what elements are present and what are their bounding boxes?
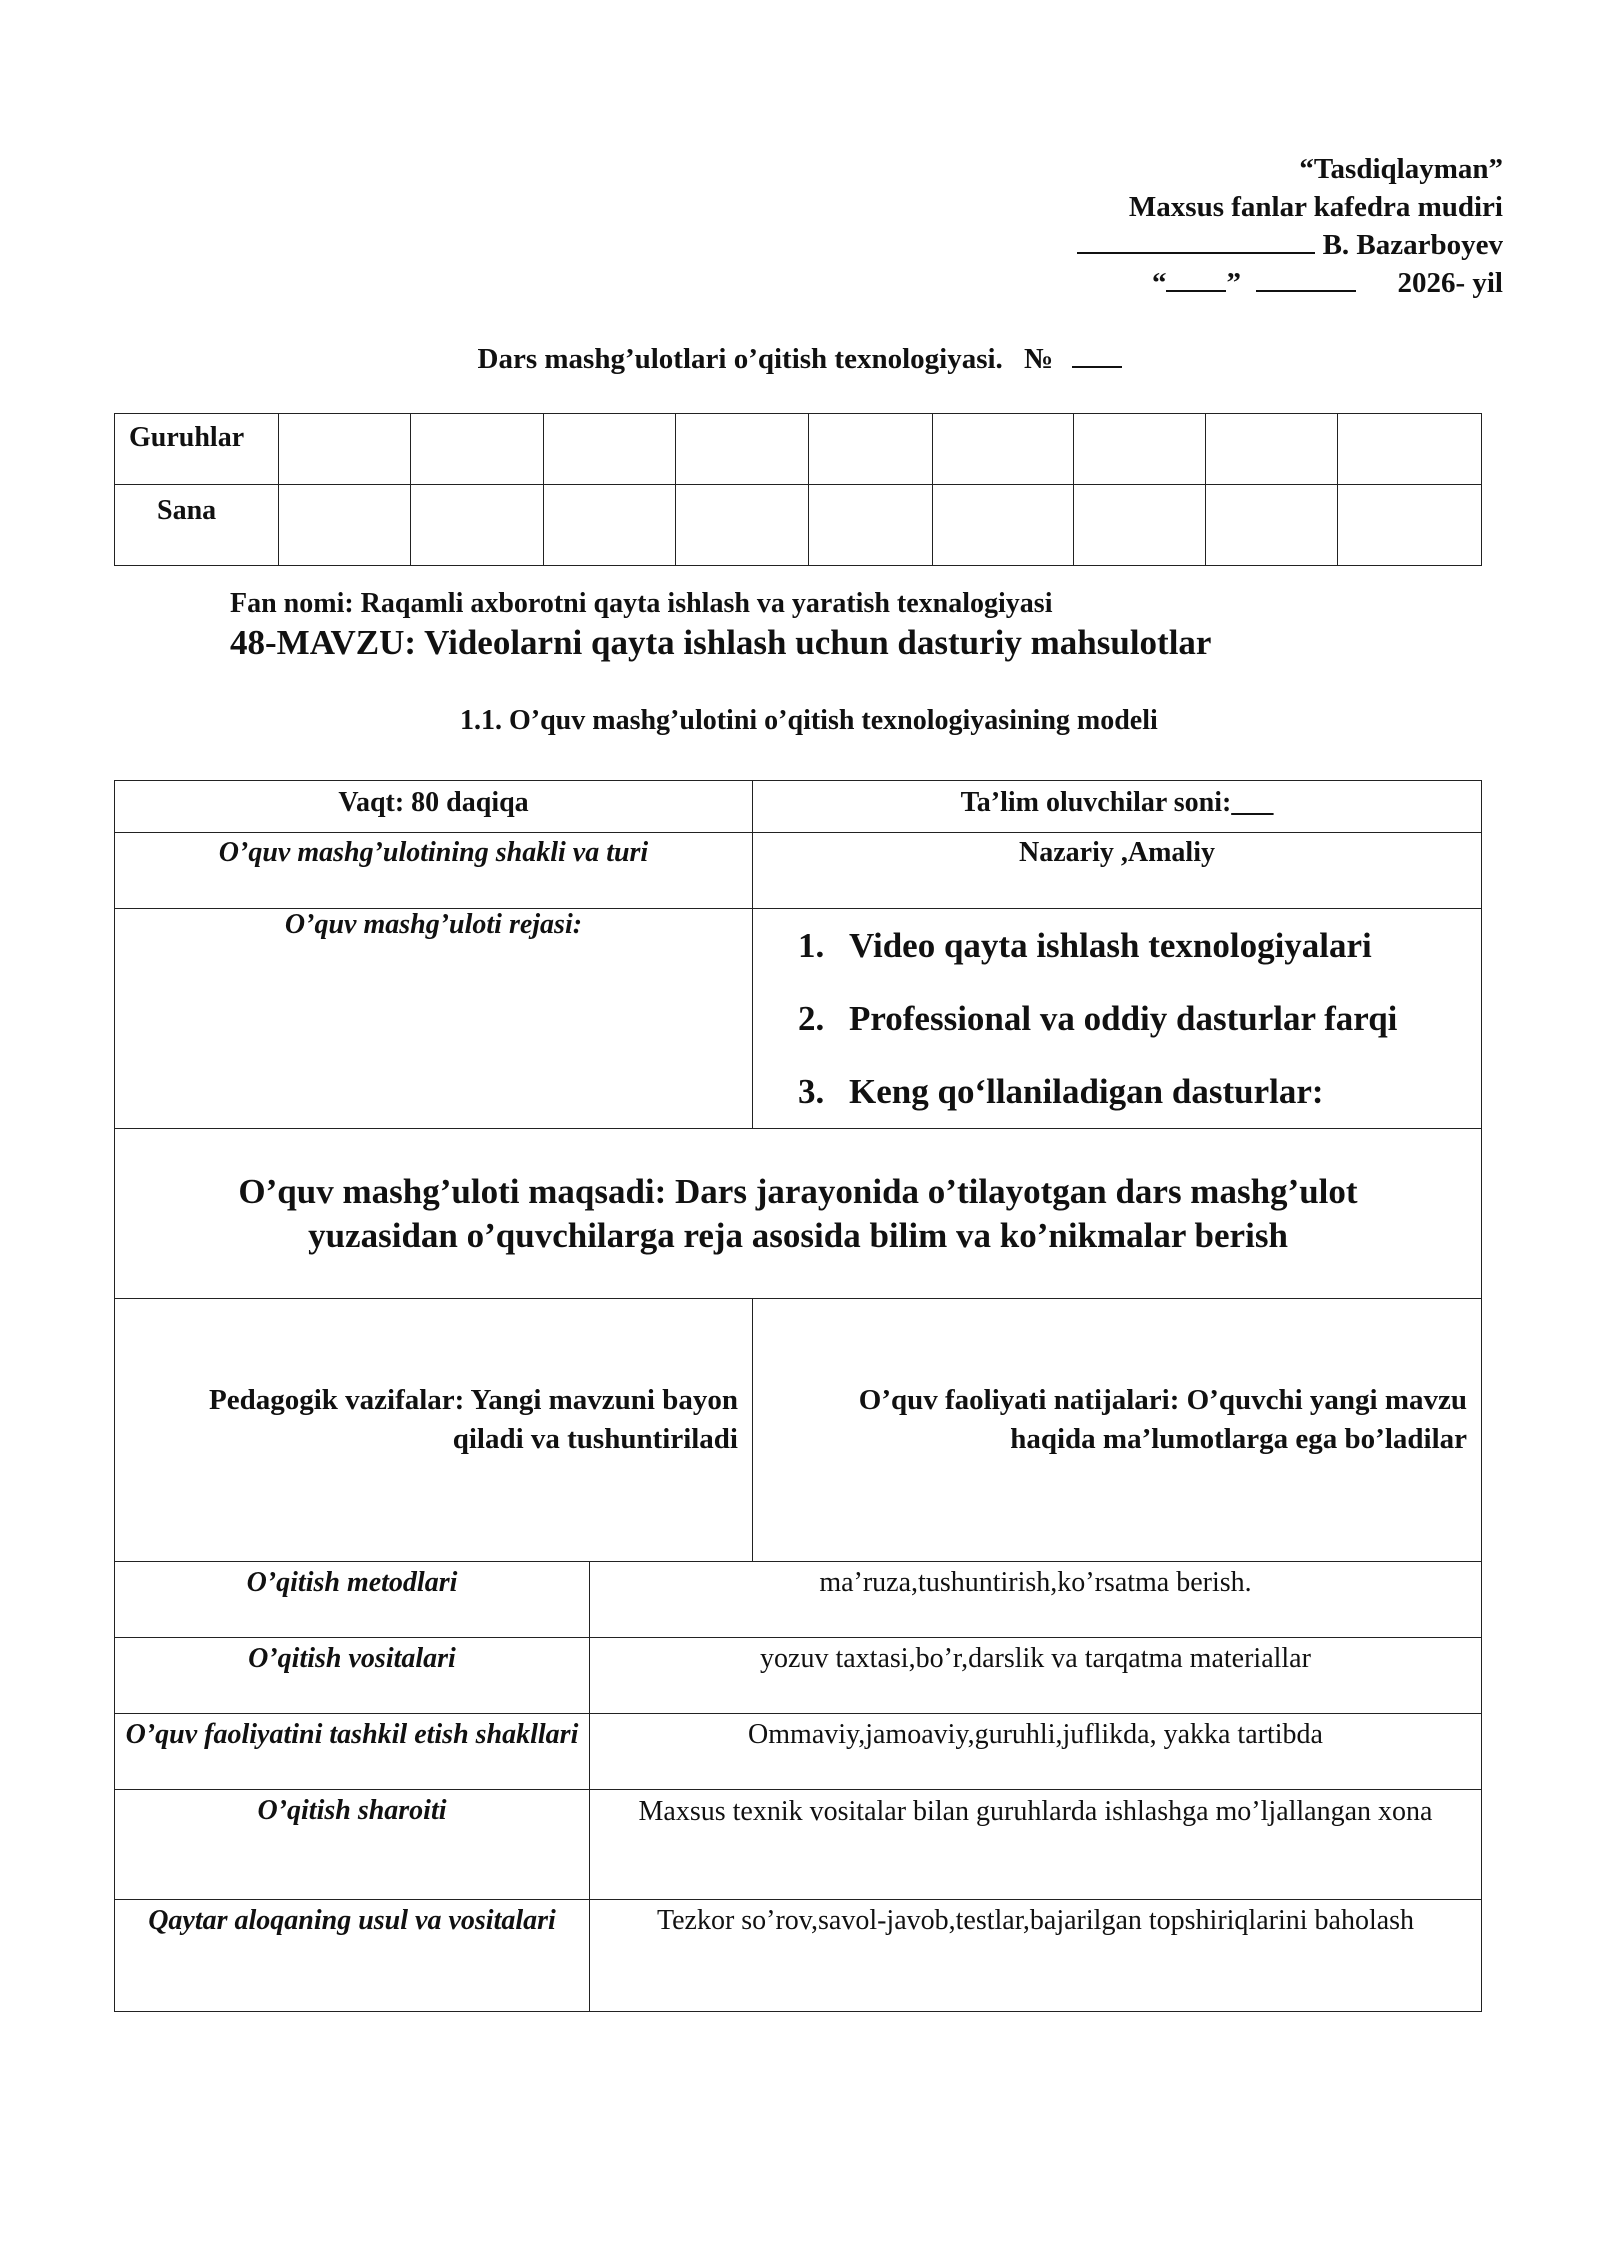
plan-item: 3. Keng qo‘llaniladigan dasturlar: bbox=[833, 1055, 1481, 1128]
goal-line: yuzasidan o’quvchilarga reja asosida bilim va ko’nikmalar berish bbox=[308, 1215, 1288, 1255]
date-cell bbox=[809, 485, 933, 566]
day-blank bbox=[1166, 264, 1226, 292]
groups-cell bbox=[1338, 414, 1482, 485]
groups-cell bbox=[411, 414, 544, 485]
signature-blank bbox=[1077, 226, 1315, 254]
model-row-goal bbox=[115, 1129, 1482, 1299]
topic-title: 48-MAVZU: Videolarni qayta ishlash uchun dasturiy mahsulotlar bbox=[230, 623, 1212, 662]
goal-text bbox=[115, 1170, 1481, 1258]
tools-value: yozuv taxtasi,bo’r,darslik va tarqatma materiallar bbox=[590, 1638, 1482, 1714]
methods-table bbox=[114, 1561, 1482, 2012]
date-cell bbox=[676, 485, 809, 566]
learning-outcomes-text bbox=[753, 1381, 1467, 1459]
feedback-row bbox=[115, 1900, 1482, 2012]
date-open-quote: “ bbox=[1151, 267, 1167, 299]
approval-signature-line bbox=[943, 226, 1503, 264]
plan-item: 1. Video qayta ishlash texnologiyalari bbox=[833, 909, 1481, 982]
feedback-label: Qaytar aloqaning usul va vositalari bbox=[115, 1900, 590, 2012]
methods-label: O’qitish metodlari bbox=[115, 1562, 590, 1638]
model-row-form bbox=[115, 833, 1482, 909]
tools-row bbox=[115, 1638, 1482, 1714]
groups-label: Guruhlar bbox=[115, 414, 279, 485]
plan-item: 2. Professional va oddiy dasturlar farqi bbox=[833, 982, 1481, 1055]
organization-label: O’quv faoliyatini tashkil etish shakllari bbox=[115, 1714, 590, 1790]
goal-line: O’quv mashg’uloti maqsadi: Dars jarayonida o’tilayotgan dars mashg’ulot bbox=[238, 1171, 1358, 1211]
pedagogical-tasks-cell bbox=[115, 1299, 753, 1562]
date-row bbox=[115, 485, 1482, 566]
approval-block bbox=[943, 150, 1503, 302]
goal-cell bbox=[115, 1129, 1482, 1299]
learning-outcomes-line: haqida ma’lumotlarga ega bo’ladilar bbox=[1010, 1423, 1467, 1455]
groups-cell bbox=[676, 414, 809, 485]
number-sign: № bbox=[1024, 343, 1054, 375]
groups-table bbox=[114, 413, 1482, 566]
approval-position: Maxsus fanlar kafedra mudiri bbox=[1128, 191, 1503, 223]
learners-count-cell: Ta’lim oluvchilar soni:___ bbox=[753, 781, 1482, 833]
approval-year: 2026- yil bbox=[1397, 267, 1503, 299]
learning-outcomes-cell bbox=[753, 1299, 1482, 1562]
conditions-label: O’qitish sharoiti bbox=[115, 1790, 590, 1900]
pedagogical-tasks-line: qiladi va tushuntiriladi bbox=[452, 1423, 738, 1455]
date-cell bbox=[1338, 485, 1482, 566]
groups-cell bbox=[1206, 414, 1338, 485]
document-title-text: Dars mashg’ulotlari o’qitish texnologiyasi. bbox=[477, 343, 1003, 375]
month-blank bbox=[1256, 264, 1356, 292]
organization-row bbox=[115, 1714, 1482, 1790]
date-label: Sana bbox=[115, 485, 279, 566]
groups-cell bbox=[544, 414, 676, 485]
model-row-time bbox=[115, 781, 1482, 833]
subject-name: Fan nomi: Raqamli axborotni qayta ishlash va yaratish texnalogiyasi bbox=[230, 588, 1053, 619]
plan-list bbox=[753, 909, 1481, 1128]
date-cell bbox=[1206, 485, 1338, 566]
groups-row bbox=[115, 414, 1482, 485]
pedagogical-tasks-text bbox=[115, 1381, 738, 1459]
organization-value: Ommaviy,jamoaviy,guruhli,juflikda, yakka tartibda bbox=[590, 1714, 1482, 1790]
date-cell bbox=[933, 485, 1074, 566]
groups-cell bbox=[809, 414, 933, 485]
plan-label: O’quv mashg’uloti rejasi: bbox=[115, 909, 753, 1129]
date-cell bbox=[544, 485, 676, 566]
time-cell: Vaqt: 80 daqiqa bbox=[115, 781, 753, 833]
model-section-title: 1.1. O’quv mashg’ulotini o’qitish texnologiyasining modeli bbox=[460, 705, 1158, 736]
tools-label: O’qitish vositalari bbox=[115, 1638, 590, 1714]
model-row-tasks bbox=[115, 1299, 1482, 1562]
learning-outcomes-line: O’quv faoliyati natijalari: O’quvchi yangi mavzu bbox=[858, 1384, 1467, 1416]
model-table bbox=[114, 780, 1482, 1562]
pedagogical-tasks-line: Pedagogik vazifalar: Yangi mavzuni bayon bbox=[208, 1384, 738, 1416]
groups-cell bbox=[933, 414, 1074, 485]
approval-signer: B. Bazarboyev bbox=[1322, 229, 1503, 261]
approval-date-line bbox=[943, 264, 1503, 302]
date-cell bbox=[279, 485, 411, 566]
groups-cell bbox=[279, 414, 411, 485]
date-cell bbox=[411, 485, 544, 566]
methods-row bbox=[115, 1562, 1482, 1638]
date-cell bbox=[1074, 485, 1206, 566]
date-close-quote: ” bbox=[1226, 267, 1241, 299]
form-label: O’quv mashg’ulotining shakli va turi bbox=[115, 833, 753, 909]
conditions-value: Maxsus texnik vositalar bilan guruhlarda ishlashga mo’ljallangan xona bbox=[590, 1790, 1482, 1900]
model-row-plan bbox=[115, 909, 1482, 1129]
plan-cell bbox=[753, 909, 1482, 1129]
number-blank bbox=[1072, 340, 1122, 368]
groups-cell bbox=[1074, 414, 1206, 485]
form-value: Nazariy ,Amaliy bbox=[753, 833, 1482, 909]
conditions-row bbox=[115, 1790, 1482, 1900]
document-title bbox=[0, 340, 1600, 376]
feedback-value: Tezkor so’rov,savol-javob,testlar,bajarilgan topshiriqlarini baholash bbox=[590, 1900, 1482, 2012]
methods-value: ma’ruza,tushuntirish,ko’rsatma berish. bbox=[590, 1562, 1482, 1638]
approval-title: “Tasdiqlayman” bbox=[1299, 153, 1503, 185]
